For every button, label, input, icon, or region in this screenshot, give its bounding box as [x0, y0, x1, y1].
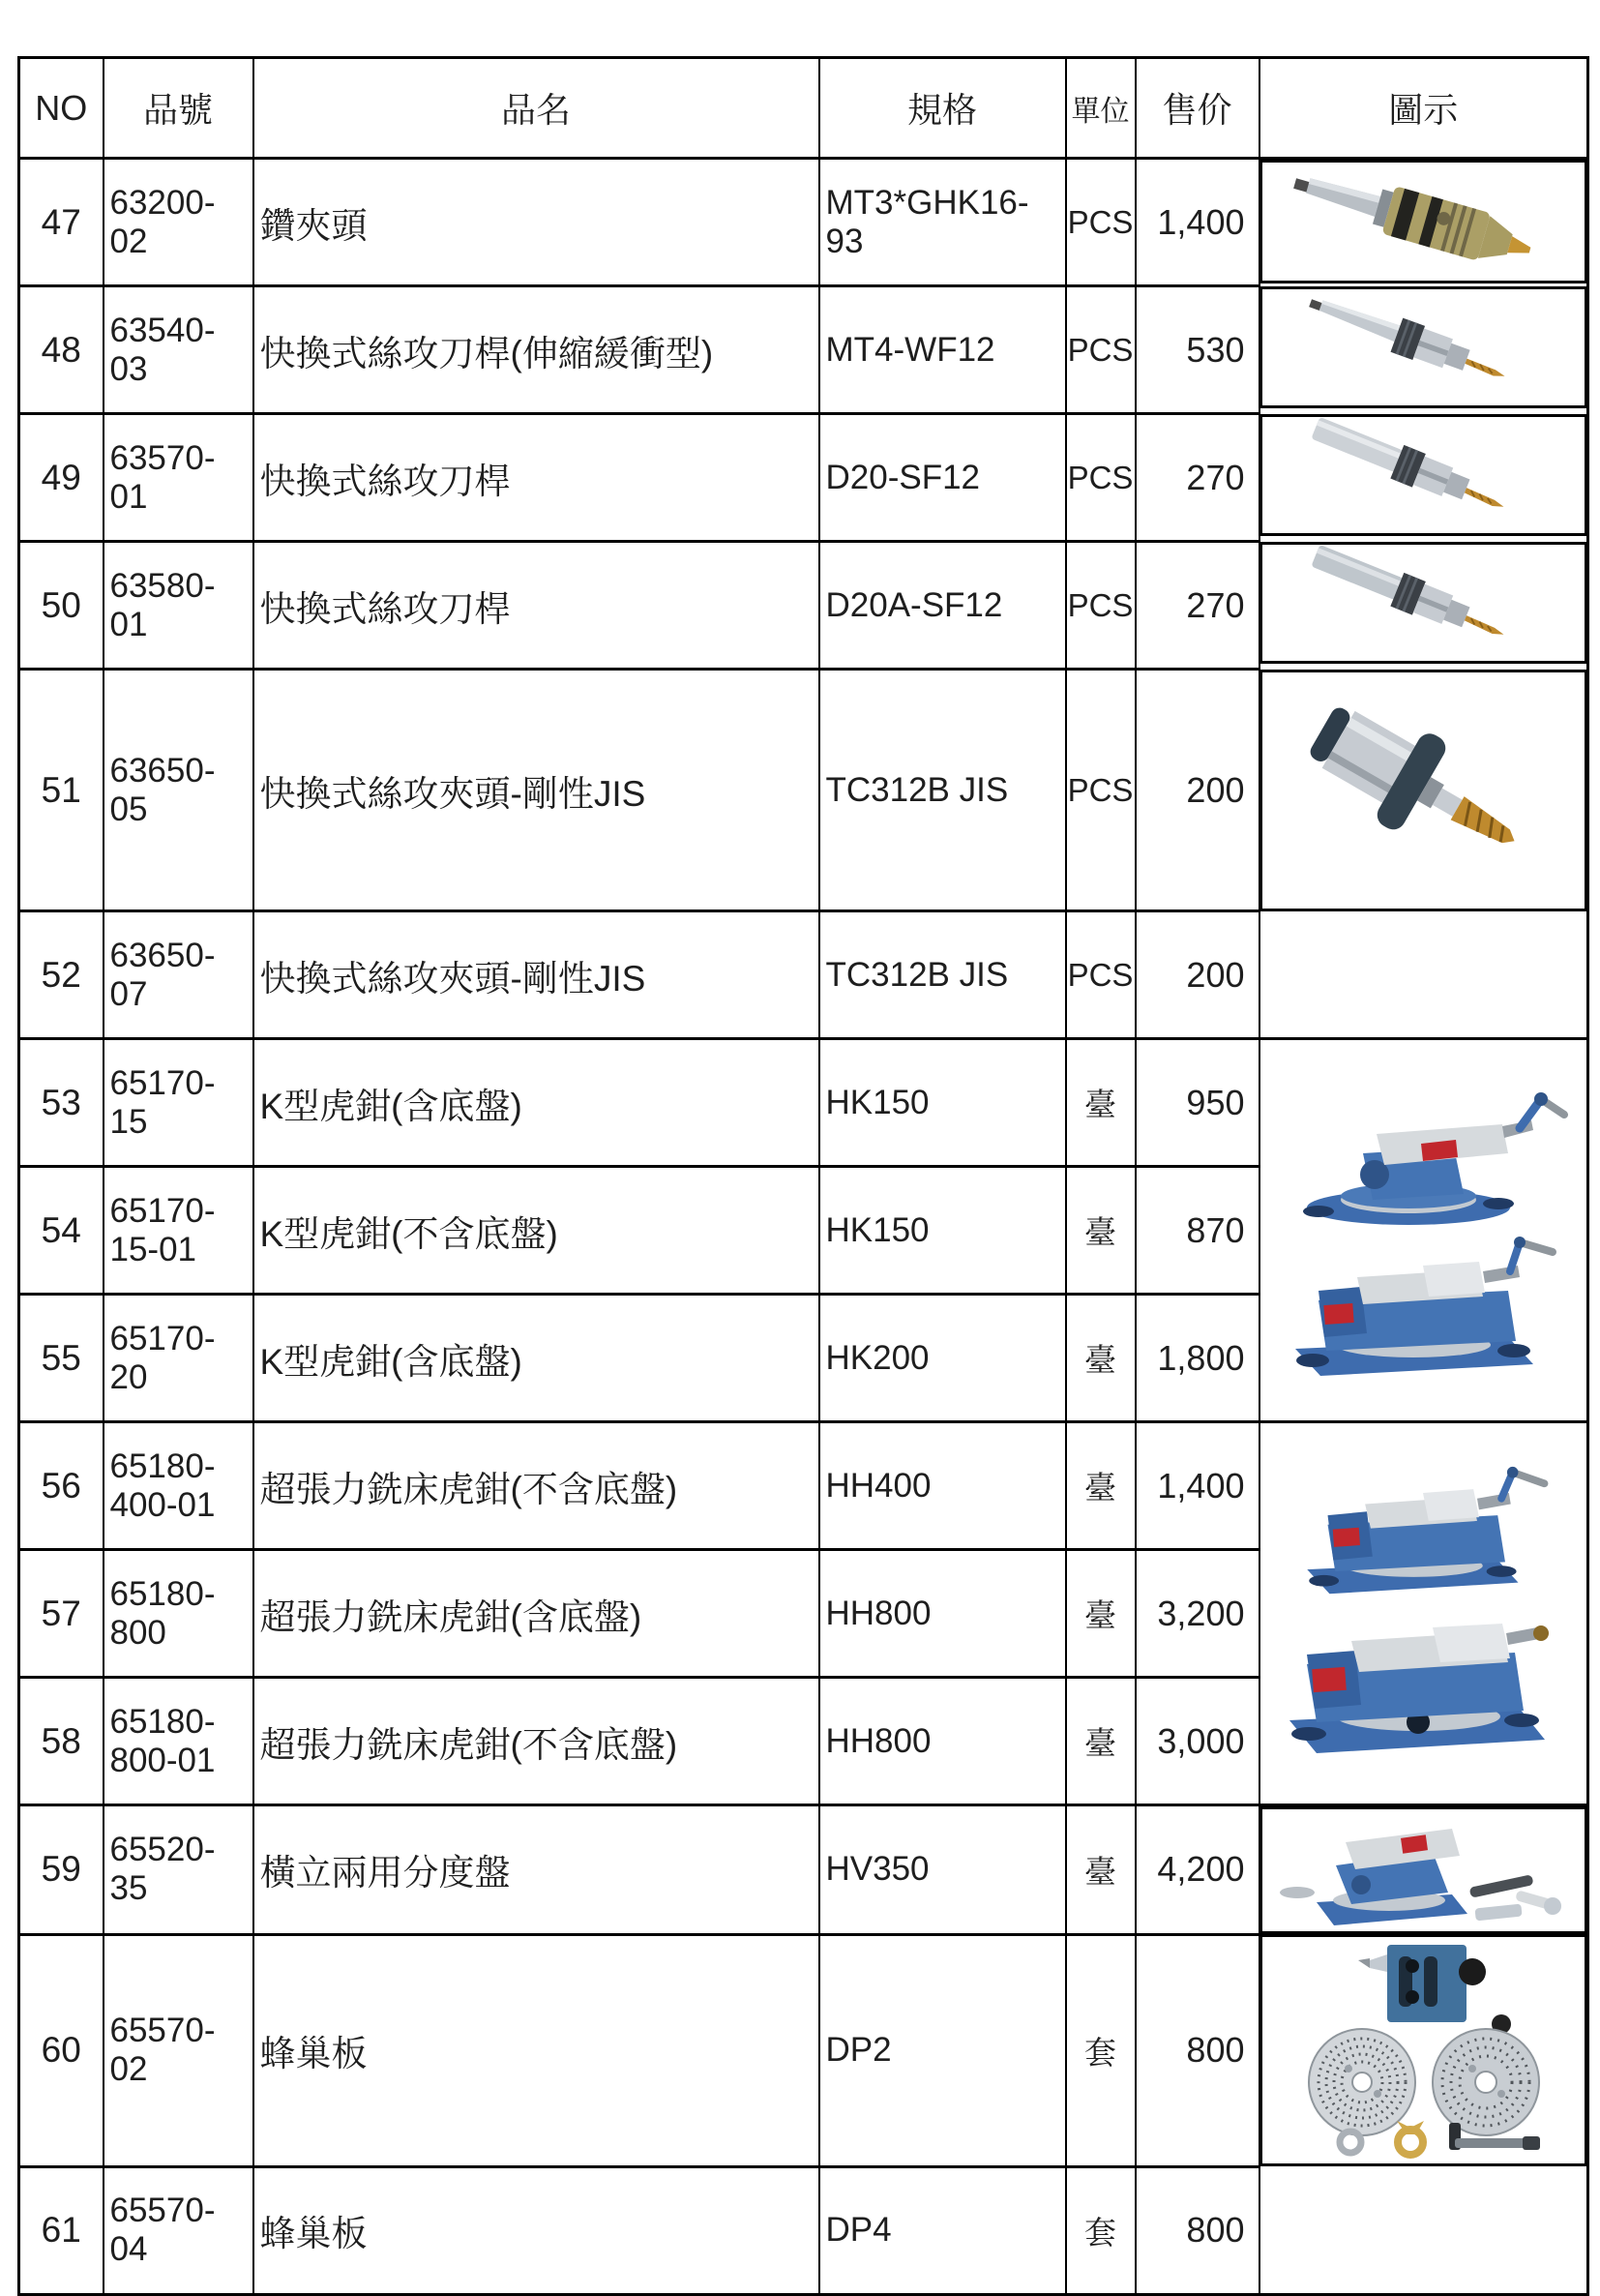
- price-cell: 3,200: [1136, 1550, 1259, 1678]
- header-price: 售价: [1136, 58, 1259, 159]
- unit-cell: 臺: [1066, 1550, 1136, 1678]
- code-cell: 65180-800-01: [104, 1678, 253, 1805]
- image-cell: [1260, 1934, 1587, 2166]
- k-type-angle-vise-photo: [1278, 1086, 1568, 1233]
- unit-cell: PCS: [1066, 159, 1136, 286]
- image-cell: [1260, 670, 1587, 911]
- code-cell: 63570-01: [104, 414, 253, 542]
- header-row: [19, 58, 1588, 159]
- name-cell: 蜂巢板: [253, 1934, 819, 2166]
- unit-cell: 臺: [1066, 1295, 1136, 1422]
- name-cell: 快換式絲攻刀桿: [253, 542, 819, 670]
- code-cell: 63650-07: [104, 911, 253, 1039]
- name-cell: 快換式絲攻夾頭-剛性JIS: [253, 911, 819, 1039]
- unit-cell: PCS: [1066, 670, 1136, 911]
- product-row-53: [19, 1039, 1588, 1167]
- spec-cell: TC312B JIS: [819, 911, 1066, 1039]
- price-cell: 1,400: [1136, 1422, 1259, 1550]
- spec-cell: HK200: [819, 1295, 1066, 1422]
- name-cell: 鑽夾頭: [253, 159, 819, 286]
- price-cell: 950: [1136, 1039, 1259, 1167]
- header-no: NO: [19, 58, 104, 159]
- spec-cell: DP4: [819, 2166, 1066, 2294]
- price-cell: 870: [1136, 1167, 1259, 1295]
- unit-cell: 套: [1066, 1934, 1136, 2166]
- product-row-47: [19, 159, 1588, 286]
- code-cell: 63580-01: [104, 542, 253, 670]
- code-cell: 63650-05: [104, 670, 253, 911]
- spec-cell: HH800: [819, 1550, 1066, 1678]
- tilting-dividing-vise-photo: [1278, 1809, 1568, 1931]
- name-cell: 快換式絲攻刀桿: [253, 414, 819, 542]
- name-cell: 蜂巢板: [253, 2166, 819, 2294]
- quick-change-tap-holder-mt-photo: [1288, 289, 1558, 405]
- spec-cell: MT3*GHK16-93: [819, 159, 1066, 286]
- product-row-50: [19, 542, 1588, 670]
- milling-vise-with-crank-photo: [1283, 1465, 1563, 1600]
- product-row-48: [19, 286, 1588, 414]
- price-cell: 200: [1136, 911, 1259, 1039]
- image-cell: [1260, 414, 1587, 536]
- unit-cell: PCS: [1066, 286, 1136, 414]
- header-image: 圖示: [1259, 58, 1588, 159]
- spec-cell: HK150: [819, 1039, 1066, 1167]
- heavy-milling-vise-photos: [1260, 1459, 1587, 1769]
- quick-change-tap-holder-d20-photo: [1288, 417, 1558, 533]
- name-cell: 超張力銑床虎鉗(不含底盤): [253, 1422, 819, 1550]
- name-cell: 超張力銑床虎鉗(含底盤): [253, 1550, 819, 1678]
- table-header: [19, 58, 1588, 159]
- product-row-60: [19, 1934, 1588, 2166]
- price-cell: 800: [1136, 2166, 1259, 2294]
- code-cell: 65180-800: [104, 1550, 253, 1678]
- code-cell: 63540-03: [104, 286, 253, 414]
- code-cell: 65570-02: [104, 1934, 253, 2166]
- unit-cell: 臺: [1066, 1422, 1136, 1550]
- image-cell: [1260, 160, 1587, 283]
- no-cell: 48: [19, 286, 104, 414]
- price-cell: 270: [1136, 414, 1259, 542]
- unit-cell: 臺: [1066, 1678, 1136, 1805]
- product-row-52: [19, 911, 1588, 1039]
- k-type-vise-photos: [1260, 1080, 1587, 1382]
- code-cell: 65170-15: [104, 1039, 253, 1167]
- product-price-table: [17, 56, 1589, 2296]
- name-cell: 快換式絲攻夾頭-剛性JIS: [253, 670, 819, 911]
- unit-cell: 套: [1066, 2166, 1136, 2294]
- dividing-plate-set-photo: [1273, 1937, 1573, 2163]
- quick-change-tap-chuck-jis-photo: [1278, 672, 1568, 909]
- price-cell: 1,800: [1136, 1295, 1259, 1422]
- no-cell: 47: [19, 159, 104, 286]
- image-cell: [1259, 1422, 1588, 1805]
- no-cell: 56: [19, 1422, 104, 1550]
- price-cell: 800: [1136, 1934, 1259, 2166]
- price-cell: 200: [1136, 670, 1259, 911]
- name-cell: K型虎鉗(含底盤): [253, 1295, 819, 1422]
- name-cell: K型虎鉗(不含底盤): [253, 1167, 819, 1295]
- spec-cell: HV350: [819, 1805, 1066, 1935]
- no-cell: 54: [19, 1167, 104, 1295]
- no-cell: 53: [19, 1039, 104, 1167]
- no-cell: 59: [19, 1805, 104, 1935]
- quick-change-tap-holder-d20a-photo: [1288, 545, 1558, 661]
- product-row-51: [19, 670, 1588, 911]
- no-cell: 57: [19, 1550, 104, 1678]
- drill-chuck-photo: [1280, 163, 1566, 281]
- spec-cell: HH800: [819, 1678, 1066, 1805]
- product-row-59: [19, 1805, 1588, 1935]
- no-cell: 55: [19, 1295, 104, 1422]
- spec-cell: DP2: [819, 1934, 1066, 2166]
- no-cell: 51: [19, 670, 104, 911]
- code-cell: 65180-400-01: [104, 1422, 253, 1550]
- spec-cell: MT4-WF12: [819, 286, 1066, 414]
- large-milling-vise-photo: [1278, 1602, 1568, 1769]
- header-item-name: 品名: [253, 58, 819, 159]
- name-cell: 橫立兩用分度盤: [253, 1805, 819, 1935]
- image-cell: [1259, 1039, 1588, 1422]
- header-unit: 單位: [1066, 58, 1136, 159]
- image-cell: [1260, 1806, 1587, 1934]
- no-cell: 60: [19, 1934, 104, 2166]
- price-cell: 1,400: [1136, 159, 1259, 286]
- spec-cell: D20-SF12: [819, 414, 1066, 542]
- unit-cell: 臺: [1066, 1805, 1136, 1935]
- name-cell: 超張力銑床虎鉗(不含底盤): [253, 1678, 819, 1805]
- image-cell: [1260, 542, 1587, 664]
- code-cell: 65520-35: [104, 1805, 253, 1935]
- unit-cell: PCS: [1066, 414, 1136, 542]
- price-cell: 3,000: [1136, 1678, 1259, 1805]
- spec-cell: TC312B JIS: [819, 670, 1066, 911]
- spec-cell: HH400: [819, 1422, 1066, 1550]
- product-row-49: [19, 414, 1588, 542]
- unit-cell: PCS: [1066, 542, 1136, 670]
- image-cell: [1260, 286, 1587, 408]
- spec-cell: D20A-SF12: [819, 542, 1066, 670]
- unit-cell: 臺: [1066, 1039, 1136, 1167]
- code-cell: 65170-20: [104, 1295, 253, 1422]
- price-cell: 4,200: [1136, 1805, 1259, 1935]
- code-cell: 65570-04: [104, 2166, 253, 2294]
- price-cell: 530: [1136, 286, 1259, 414]
- header-item-code: 品號: [104, 58, 253, 159]
- no-cell: 61: [19, 2166, 104, 2294]
- no-cell: 49: [19, 414, 104, 542]
- unit-cell: 臺: [1066, 1167, 1136, 1295]
- product-row-56: [19, 1422, 1588, 1550]
- code-cell: 65170-15-01: [104, 1167, 253, 1295]
- k-type-milling-vise-photo: [1278, 1235, 1568, 1382]
- price-cell: 270: [1136, 542, 1259, 670]
- product-row-61: [19, 2166, 1588, 2294]
- header-spec: 規格: [819, 58, 1066, 159]
- no-cell: 58: [19, 1678, 104, 1805]
- unit-cell: PCS: [1066, 911, 1136, 1039]
- spec-cell: HK150: [819, 1167, 1066, 1295]
- no-cell: 52: [19, 911, 104, 1039]
- code-cell: 63200-02: [104, 159, 253, 286]
- name-cell: 快換式絲攻刀桿(伸縮緩衝型): [253, 286, 819, 414]
- no-cell: 50: [19, 542, 104, 670]
- name-cell: K型虎鉗(含底盤): [253, 1039, 819, 1167]
